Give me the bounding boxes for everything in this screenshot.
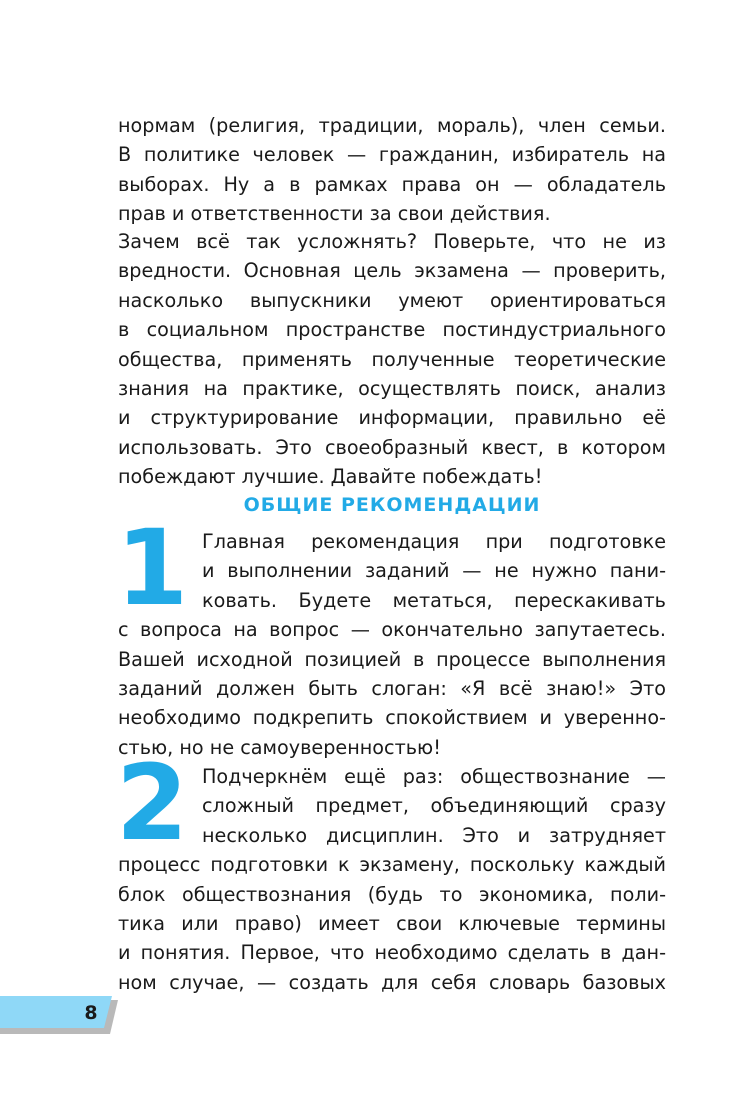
text-line: и структурирование информации, правильно её: [118, 406, 666, 430]
text-line: побеждают лучшие. Давайте побеждать!: [118, 465, 543, 489]
recommendation-2-text: [118, 762, 666, 997]
text-line: В политике человек — гражданин, избиратель на: [118, 143, 666, 167]
recommendation-number-2: 2: [115, 742, 189, 864]
text-line: необходимо подкрепить спокойствием и уверенно-: [118, 706, 666, 730]
text-line: насколько выпускники умеют ориентироваться: [118, 288, 666, 312]
section-heading: ОБЩИЕ РЕКОМЕНДАЦИИ: [243, 494, 541, 516]
text-line: знания на практике, осуществлять поиск, анализ: [118, 376, 666, 400]
text-line: с вопроса на вопрос — окончательно запутаетесь.: [118, 618, 666, 642]
recommendation-number-1: 1: [115, 507, 189, 629]
text-line: вредности. Основная цель экзамена — проверить,: [118, 259, 666, 283]
text-line: заданий должен быть слоган: «Я всё знаю!» Это: [118, 676, 666, 700]
text-line: Зачем всё так усложнять? Поверьте, что не из: [118, 230, 666, 253]
text-line: Вашей исходной позицией в процессе выполнения: [118, 647, 666, 671]
text-line: выборах. Ну а в рамках права он — обладатель: [118, 172, 666, 196]
text-line: процесс подготовки к экзамену, поскольку каждый: [118, 853, 666, 877]
text-line: и выполнении заданий — не нужно пани-: [202, 559, 666, 583]
page-number: 8: [84, 1002, 98, 1024]
text-line: общества, применять полученные теоретические: [118, 347, 666, 371]
text-line: нормам (религия, традиции, мораль), член семьи.: [118, 114, 666, 137]
recommendation-1-text: [118, 527, 666, 762]
text-line: ковать. Будете метаться, перескакивать: [202, 588, 666, 612]
text-line: Главная рекомендация при подготовке: [202, 530, 666, 553]
text-line: Подчеркнём ещё раз: обществознание —: [202, 765, 666, 788]
text-line: в социальном пространстве постиндустриального: [118, 318, 666, 342]
text-line: блок обществознания (будь то экономика, поли-: [118, 882, 666, 906]
text-line: несколько дисциплин. Это и затрудняет: [202, 823, 666, 847]
text-line: использовать. Это своеобразный квест, в котором: [118, 435, 666, 459]
text-line: стью, но не самоуверенностью!: [118, 735, 441, 759]
text-line: тика или право) имеет свои ключевые термины: [118, 911, 666, 935]
text-line: сложный предмет, объединяющий сразу: [202, 794, 666, 818]
text-line: прав и ответственности за свои действия.: [118, 202, 551, 226]
paragraph-intro: [118, 111, 666, 229]
text-line: и понятия. Первое, что необходимо сделать в дан-: [118, 941, 666, 965]
text-line: ном случае, — создать для себя словарь базовых: [118, 970, 666, 994]
paragraph-purpose: [118, 227, 666, 492]
